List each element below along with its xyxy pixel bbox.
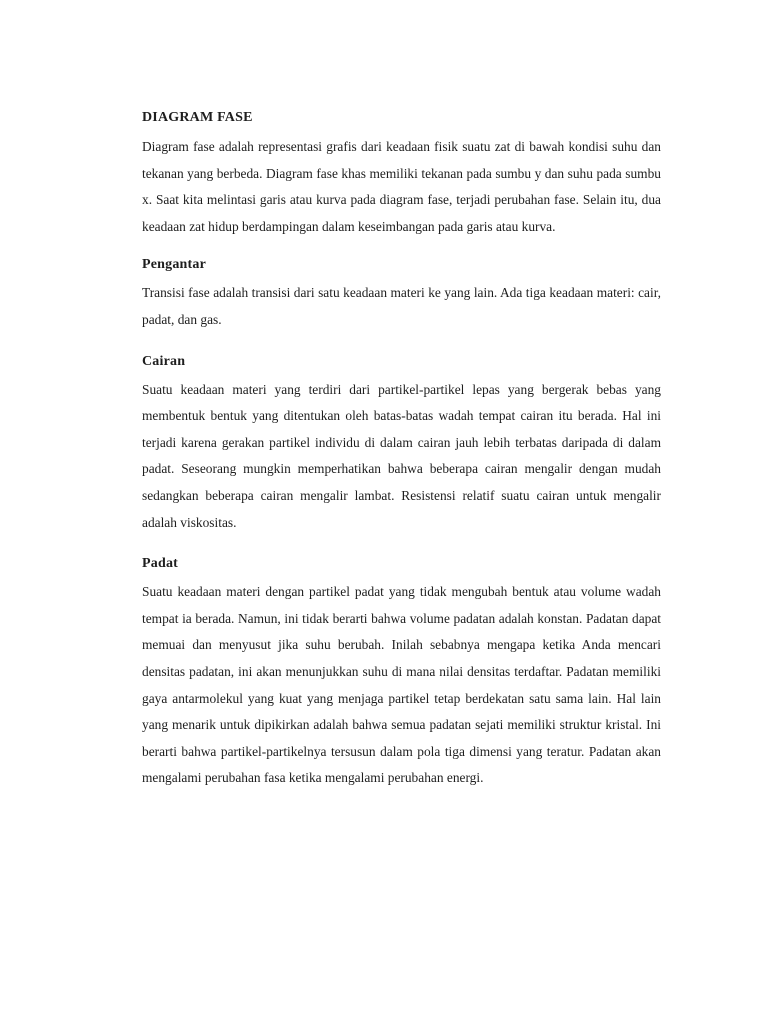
section-padat [142,554,661,792]
document-title: DIAGRAM FASE [142,110,253,125]
section-pengantar [142,255,661,333]
section-cairan [142,352,661,537]
intro-paragraph: Diagram fase adalah representasi grafis dari keadaan fisik suatu zat di bawah kondisi suhu dan tekanan yang berbeda. Diagram fase khas memiliki tekanan pada sumbu y dan suhu pada sumbu x. Saat kita melintasi garis atau kurva pada diagram fase, terjadi perubahan fase. Selain itu, dua keadaan zat hidup berdampingan dalam keseimbangan pada garis atau kurva. [142,139,661,234]
section-heading-padat: Padat [142,556,178,572]
section-body-cairan: Suatu keadaan materi yang terdiri dari partikel-partikel lepas yang bergerak bebas yang membentuk bentuk yang ditentukan oleh batas-batas wadah tempat cairan itu berada. Hal ini terjadi karena gerakan partikel individu di dalam cairan jauh lebih terbatas daripada di dalam padat. Seseorang mungkin memperhatikan bahwa beberapa cairan mengalir dengan mudah sedangkan beberapa cairan mengalir lambat. Resistensi relatif suatu cairan untuk mengalir adalah viskositas. [142,381,661,530]
section-body-padat: Suatu keadaan materi dengan partikel padat yang tidak mengubah bentuk atau volume wadah tempat ia berada. Namun, ini tidak berarti bahwa volume padatan adalah konstan. Padatan dapat memuai dan menyusut jika suhu berubah. Inilah sebabnya mengapa ketika Anda mencari densitas padatan, ini akan menunjukkan suhu di mana nilai densitas terdaftar. Padatan memiliki gaya antarmolekul yang kuat yang menjaga partikel tetap berdekatan satu sama lain. Hal lain yang menarik untuk dipikirkan adalah bahwa semua padatan sejati memiliki struktur kristal. Ini berarti bahwa partikel-partikelnya tersusun dalam pola tiga dimensi yang teratur. Padatan akan mengalami perubahan fasa ketika mengalami perubahan energi. [142,584,661,786]
section-heading-cairan: Cairan [142,353,186,369]
document-page [142,108,661,792]
section-body-pengantar: Transisi fase adalah transisi dari satu keadaan materi ke yang lain. Ada tiga keadaan materi: cair, padat, dan gas. [142,285,661,327]
section-heading-pengantar: Pengantar [142,257,207,273]
